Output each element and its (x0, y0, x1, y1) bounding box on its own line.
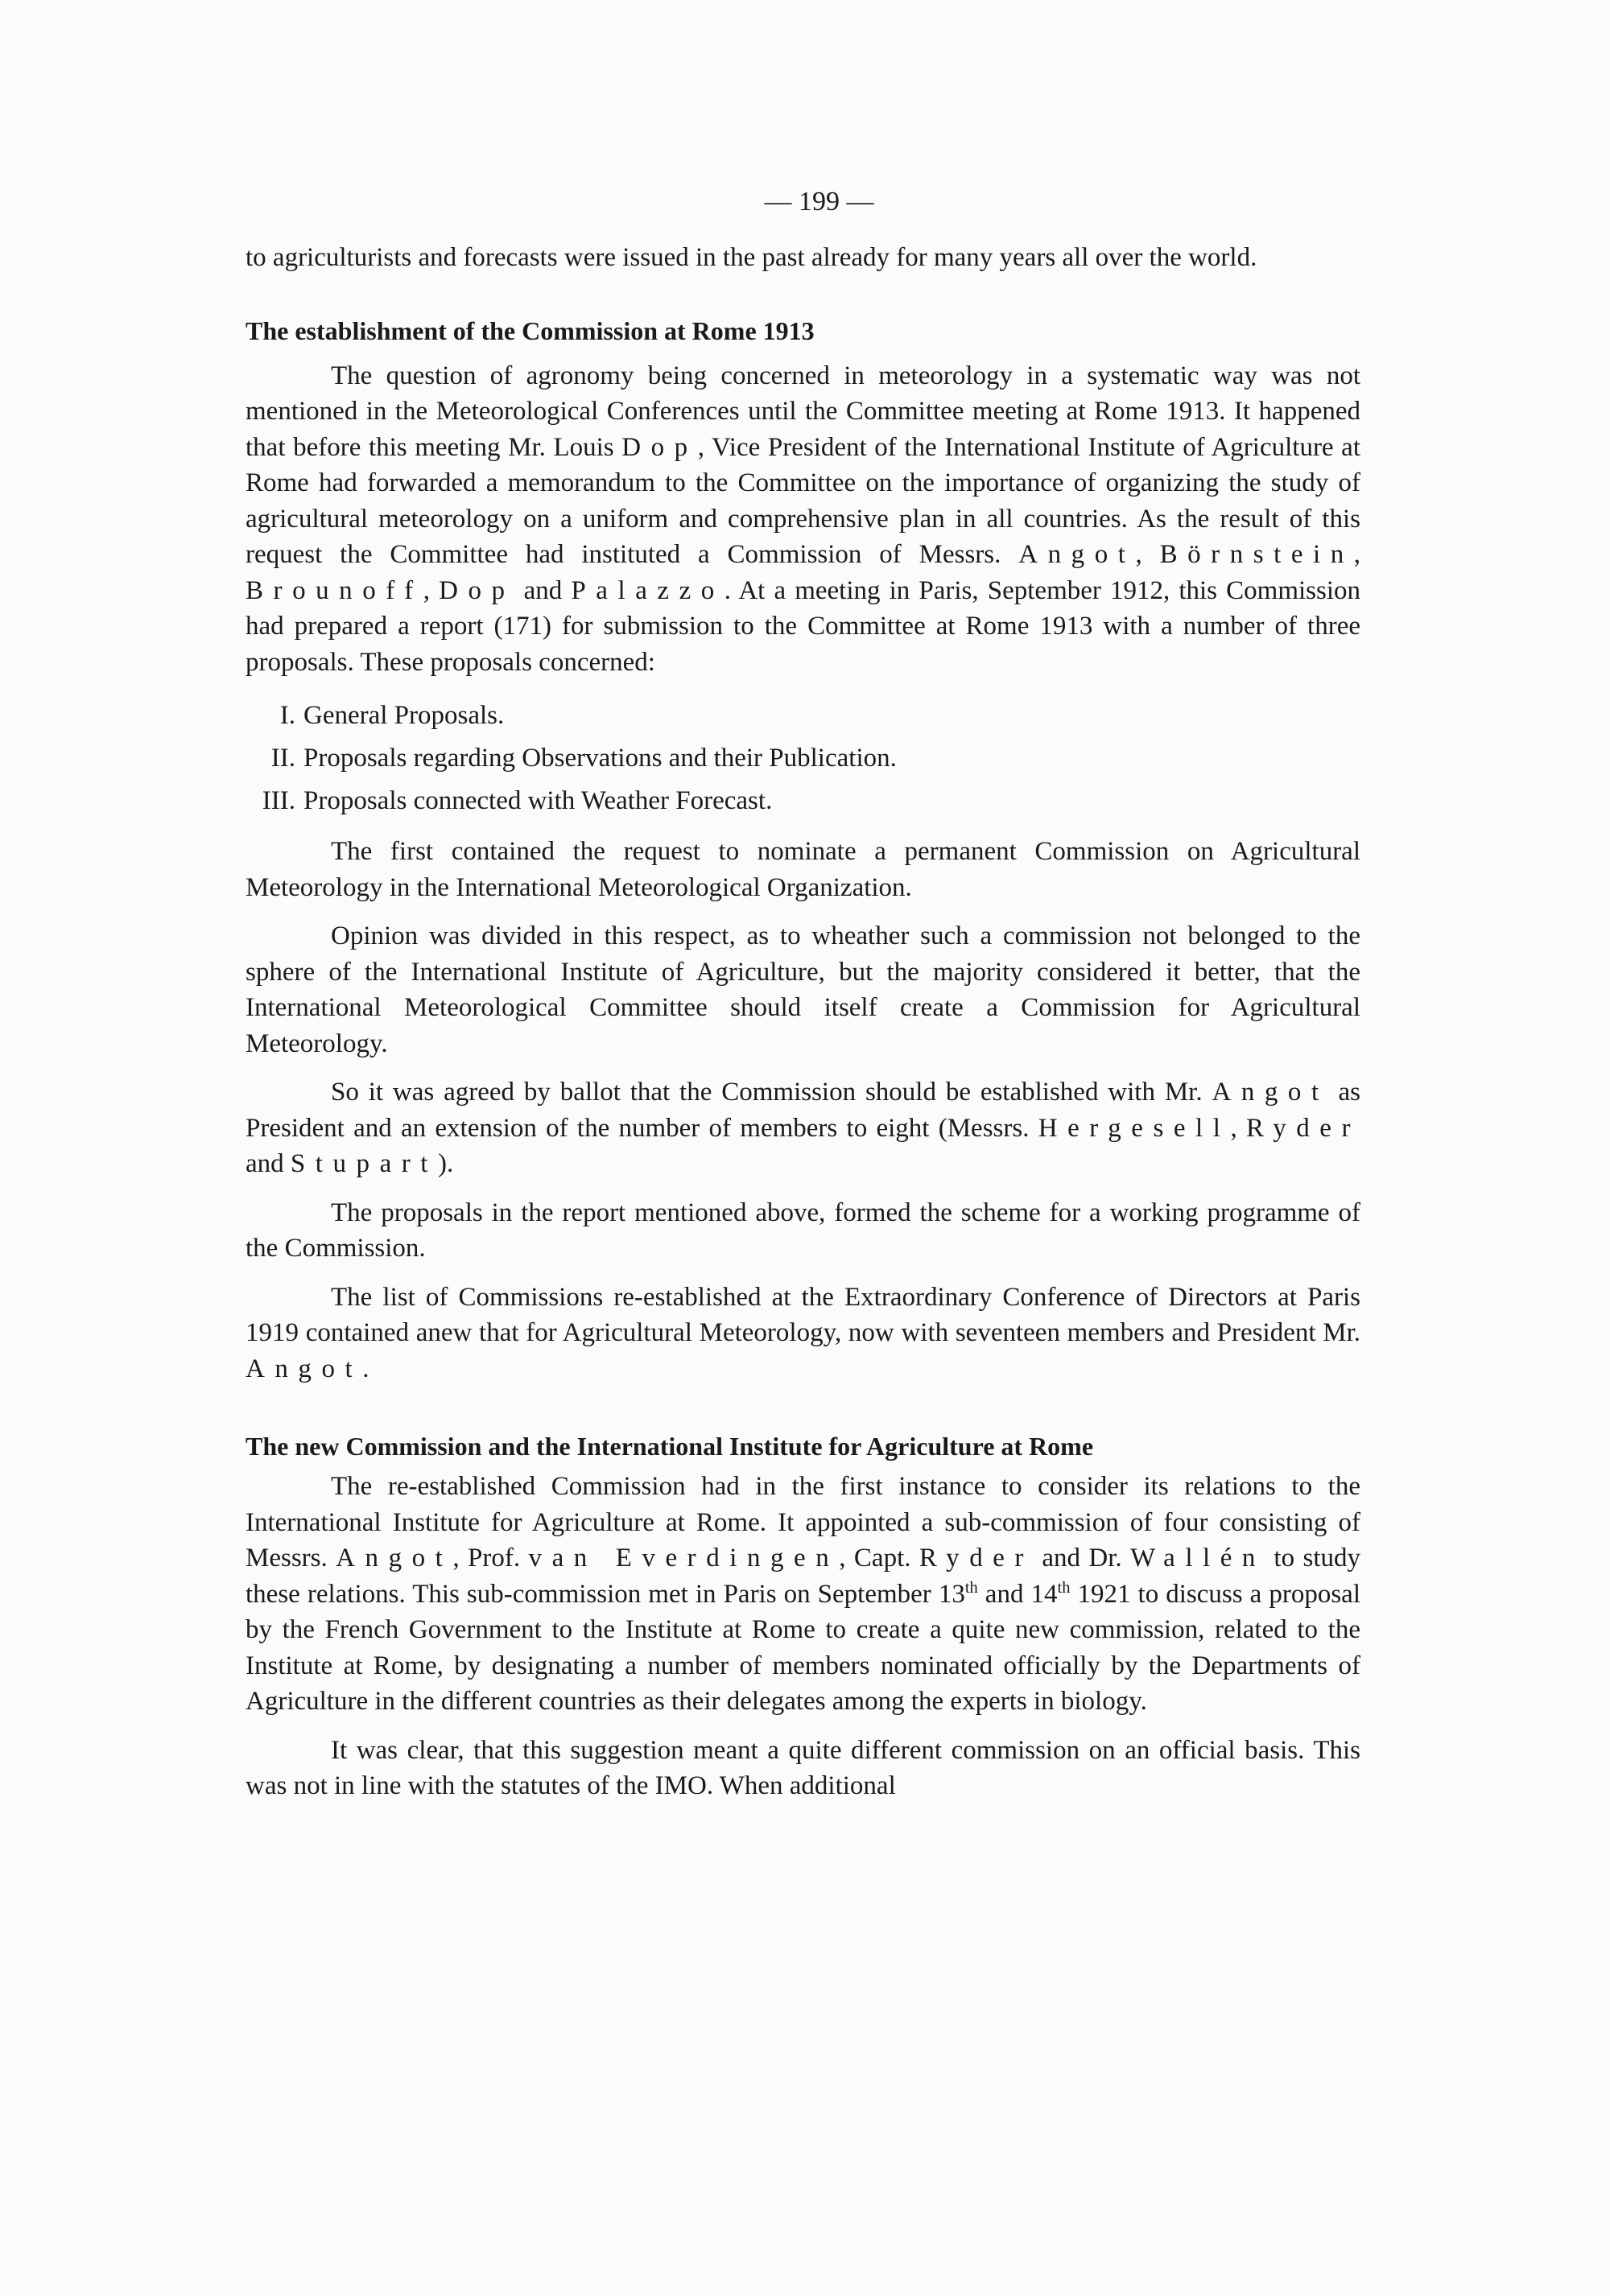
page-number: — 199 — (764, 187, 874, 216)
name-bornstein: Börnstein (1159, 540, 1354, 569)
list-item: I. General Proposals. (279, 701, 505, 730)
name-dop: Dop (621, 432, 698, 462)
section-heading-rome-1913: The establishment of the Commission at Rome 1913 (246, 315, 815, 345)
name-wallen: Wallén (1130, 1544, 1265, 1573)
paragraph-official-basis: It was clear, that this suggestion meant a quite different commission on an official basis. This was not in line with the statutes of the IMO. When additional (246, 1735, 1360, 1800)
proposals-list (246, 695, 1360, 822)
paragraph-opinion-divided: Opinion was divided in this respect, as to wheather such a commission not belonged to the sphere of the International Institute of Agriculture, but the majority considered it better, that the International Meteorological Committee should itself create a Commission for Agricultural Meteorology. (246, 921, 1360, 1058)
name-ryder: Ryder (1245, 1113, 1360, 1143)
name-dop: Dop (439, 575, 515, 605)
paragraph-working-programme: The proposals in the report mentioned above, formed the scheme for a working programme of the Commission. (246, 1197, 1360, 1263)
paragraph-re-established-commission: The re-established Commission had in the first instance to consider its relations to the International Institute for Agriculture at Rome. It appointed a sub-commission of four consisting of Messrs. Angot, Prof. van Everdingen, Capt. Ryder and Dr. Wallén to study these relations. This sub-commission met in Paris on September 13th and 14th 1921 to discuss a proposal by the French Government to the Institute at Rome to create a quite new commission, related to the Institute at Rome, by designating a number of members nominated officially by the Departments of Agriculture in the different countries as their delegates among the experts in biology. (246, 1472, 1360, 1716)
paragraph-paris-1919: The list of Commissions re-established at the Extraordinary Conference of Directors at Paris 1919 contained anew that for Agricultural Meteorology, now with seventeen members and President Mr. Angot. (246, 1282, 1360, 1383)
name-angot: Angot (246, 1354, 363, 1383)
name-van-everdingen: van Everdingen (528, 1544, 840, 1573)
intro-paragraph: to agriculturists and forecasts were issued in the past already for many years all over the world. (246, 243, 1257, 272)
name-stupart: Stupart (290, 1149, 439, 1178)
name-palazzo: Palazzo (571, 575, 724, 605)
name-brounoff: Brounoff (246, 575, 423, 605)
list-item: III. Proposals connected with Weather Forecast. (262, 786, 773, 815)
name-angot: Angot (1018, 540, 1136, 569)
name-hergesell: Hergesell (1038, 1113, 1231, 1143)
paragraph-rome-1913-intro: The question of agronomy being concerned in meteorology in a systematic way was not mentioned in the Meteorological Conferences until the Committee meeting at Rome 1913. It happened that before this meeting Mr. Louis Dop, Vice President of the International Institute of Agriculture at Rome had forwarded a memorandum to the Committee on the importance of organizing the study of agricultural meteorology on a uniform and comprehensive plan in all countries. As the result of this request the Committee had instituted a Commission of Messrs. Angot, Börnstein, Brounoff, Dop and Palazzo. At a meeting in Paris, September 1912, this Commission had prepared a report (171) for submission to the Committee at Rome 1913 with a number of three proposals. These proposals concerned: (246, 361, 1361, 677)
paragraph-permanent-commission: The first contained the request to nominate a permanent Commission on Agricultural Meteorology in the International Meteorological Organization. (246, 837, 1360, 902)
name-angot: Angot (1212, 1078, 1329, 1107)
list-item: II. Proposals regarding Observations and their Publication. (270, 744, 897, 773)
name-angot: Angot (336, 1544, 453, 1573)
name-ryder: Ryder (919, 1544, 1034, 1573)
section-heading-new-commission: The new Commission and the International Institute for Agriculture at Rome (246, 1432, 1094, 1461)
document-page (246, 187, 1360, 1804)
paragraph-ballot: So it was agreed by ballot that the Commission should be established with Mr. Angot as President and an extension of the number of members to eight (Messrs. Hergesell, Ryder and Stupart). (246, 1078, 1360, 1178)
